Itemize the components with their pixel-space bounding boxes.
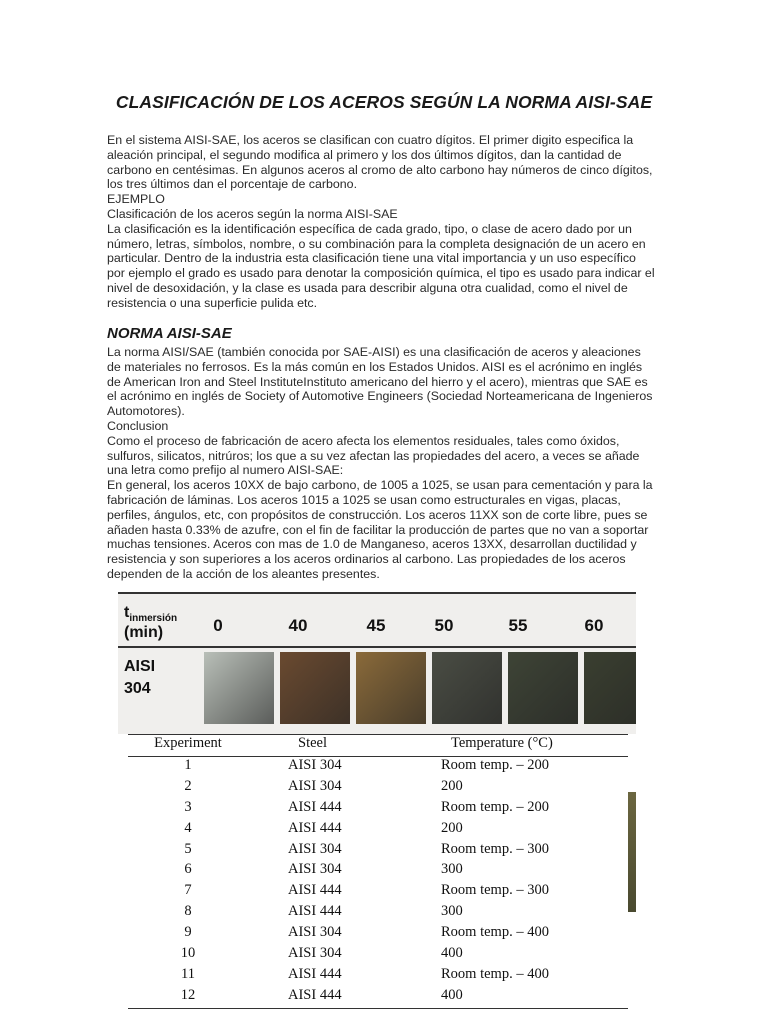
cell-temperature: Room temp. – 200	[441, 798, 549, 815]
table-row	[128, 778, 628, 799]
table-row	[128, 820, 628, 841]
table-row	[128, 903, 628, 924]
cell-steel: AISI 304	[288, 777, 342, 794]
text-line: muchas tensiones. Aceros con mas de 1.0 de Manganeso, aceros 13XX, desarrollan ductilidad y	[107, 537, 637, 552]
text-line: carbono en centésimas. En algunos aceros al cromo de alto carbono hay números de cinco dígitos,	[107, 162, 653, 177]
text-line: Conclusion	[107, 419, 169, 433]
text-line: sulfuros, silicatos, nitrúros; los que a su vez afectan las propiedades del acero, a veces se añade	[107, 448, 640, 463]
text-line: resistencia y son superiores a los aceros ordinarios al carbono. Las propiedades de los aceros	[107, 552, 626, 567]
header-experiment: Experiment	[154, 735, 222, 751]
text-line: dependen de la acción de los aleantes presentes.	[107, 567, 380, 581]
cell-experiment: 5	[184, 840, 192, 857]
text-line: EJEMPLO	[107, 192, 165, 207]
text-line: nivel de desoxidación, y la clase es usada para describir alguna otra cualidad, como el nivel de	[107, 281, 628, 295]
immersion-time-header	[118, 602, 636, 648]
cell-steel: AISI 444	[288, 986, 342, 1003]
text-line: Clasificación de los aceros según la norma AISI-SAE	[107, 207, 398, 221]
immersion-time-value: 40	[288, 616, 308, 635]
cell-temperature: Room temp. – 200	[441, 757, 549, 773]
cell-experiment: 4	[184, 819, 192, 836]
immersion-time-label: $t_{inmersión}$ (min)	[124, 604, 178, 642]
cell-experiment: 3	[184, 798, 192, 815]
cell-temperature: 200	[441, 777, 463, 794]
header-steel: Steel	[298, 735, 327, 751]
cell-experiment: 11	[181, 965, 195, 982]
cell-steel: AISI 444	[288, 819, 342, 836]
cell-temperature: Room temp. – 400	[441, 924, 549, 941]
text-line: de materiales no ferrosos. Es la más común en los Estados Unidos. AISI es el acrónimo en inglés	[107, 359, 643, 374]
cell-steel: AISI 304	[288, 945, 342, 962]
text-line: particular. Dentro de la industria esta clasificación tiene una vital importancia y un uso específico	[107, 251, 636, 266]
cell-temperature: 400	[441, 986, 463, 1003]
table-row	[128, 882, 628, 903]
immersion-time-value: 55	[508, 616, 528, 635]
cell-temperature: 300	[441, 861, 463, 878]
table-row	[128, 945, 628, 966]
immersion-time-value: 50	[434, 616, 454, 635]
text-line: de American Iron and Steel InstituteInstituto americano del hierro y el acero), mientras que SAE es	[107, 374, 648, 389]
steel-sample-swatch	[280, 652, 350, 724]
table-row	[128, 924, 628, 945]
text-line: Como el proceso de fabricación de acero afecta los elementos residuales, tales como óxidos,	[107, 433, 620, 448]
text-line: una letra como prefijo al numero AISI-SAE:	[107, 463, 344, 478]
cell-steel: AISI 304	[288, 861, 342, 878]
cell-temperature: Room temp. – 300	[441, 882, 549, 899]
steel-sample-swatch	[508, 652, 578, 724]
cell-experiment: 7	[184, 882, 192, 899]
steel-sample-swatch	[432, 652, 502, 724]
cell-experiment: 1	[184, 757, 192, 773]
header-temperature: Temperature (°C)	[451, 735, 553, 751]
immersion-photo-strip	[118, 592, 636, 734]
section-heading: NORMA AISI-SAE	[107, 325, 232, 342]
steel-sample-swatch	[204, 652, 274, 724]
text-line: En el sistema AISI-SAE, los aceros se clasifican con cuatro dígitos. El primer digito especifica la	[107, 133, 634, 147]
cell-temperature: 300	[441, 903, 463, 920]
cell-steel: AISI 304	[288, 757, 342, 773]
cell-experiment: 12	[180, 986, 196, 1003]
text-line: resistencia o una superficie pulida etc.	[107, 295, 318, 310]
cell-experiment: 9	[184, 924, 192, 941]
text-line: los tres últimos dan el porcentaje de carbono.	[107, 177, 358, 192]
experiment-table	[128, 734, 628, 1009]
cell-steel: AISI 444	[288, 882, 342, 899]
steel-sample-swatch	[356, 652, 426, 724]
cell-temperature: Room temp. – 400	[441, 965, 549, 982]
cell-experiment: 8	[184, 903, 192, 920]
cell-experiment: 6	[184, 861, 192, 878]
text-line: fabricación de láminas. Los aceros 1015 a 1025 se usan como estructurales en vigas, placas,	[107, 493, 621, 507]
table-row	[128, 987, 628, 1009]
text-line: La clasificación es la identificación específica de cada grado, tipo, o clase de acero dado por un	[107, 221, 632, 236]
immersion-time-value: 45	[366, 616, 386, 635]
text-line: En general, los aceros 10XX de bajo carbono, de 1005 a 1025, se usan para cementación y para la	[107, 478, 653, 493]
table-row	[128, 841, 628, 862]
table-row	[128, 966, 628, 987]
text-line: número, letras, símbolos, nombre, o su combinación para la completa designación de un acero en	[107, 236, 646, 251]
cell-steel: AISI 444	[288, 903, 342, 920]
table-header	[128, 734, 628, 757]
text-line: añaden hasta 0.33% de azufre, con el fin de facilitar la producción de partes que no van a soportar	[107, 522, 649, 537]
text-line: el acrónimo en inglés de Society of Automotive Engineers (Sociedad Norteamericana de Ingenieros	[107, 389, 653, 404]
cell-experiment: 2	[184, 777, 192, 794]
table-row	[128, 799, 628, 820]
steel-figure-image	[118, 592, 636, 1010]
document-title: CLASIFICACIÓN DE LOS ACEROS SEGÚN LA NORMA AISI-SAE	[115, 92, 653, 112]
cell-experiment: 10	[180, 945, 196, 962]
text-line: aleación principal, el segundo modifica al primero y los dos últimos dígitos, dan la cantidad de	[107, 147, 622, 162]
steel-sample-swatch	[584, 652, 636, 724]
text-line: La norma AISI/SAE (también conocida por SAE-AISI) es una clasificación de aceros y aleaciones	[107, 345, 641, 359]
text-line: perfiles, ángulos, etc, con propósitos de construcción. Los aceros 11XX son de corte libre, pues se	[107, 507, 648, 522]
cell-temperature: 400	[441, 945, 463, 962]
cell-steel: AISI 444	[288, 798, 342, 815]
cell-temperature: Room temp. – 300	[441, 840, 549, 857]
immersion-time-value: 60	[584, 616, 604, 635]
text-line: Automotores).	[107, 404, 185, 419]
cell-temperature: 200	[441, 819, 463, 836]
text-line: por ejemplo el grado es usado para denotar la composición química, el tipo es usado para indicar el	[107, 266, 655, 281]
table-row	[128, 861, 628, 882]
cell-steel: AISI 444	[288, 965, 342, 982]
table-row	[128, 757, 628, 778]
cell-steel: AISI 304	[288, 924, 342, 941]
cell-steel: AISI 304	[288, 840, 342, 857]
figure-row-label: AISI 304	[124, 658, 156, 697]
immersion-time-value: 0	[213, 616, 223, 635]
